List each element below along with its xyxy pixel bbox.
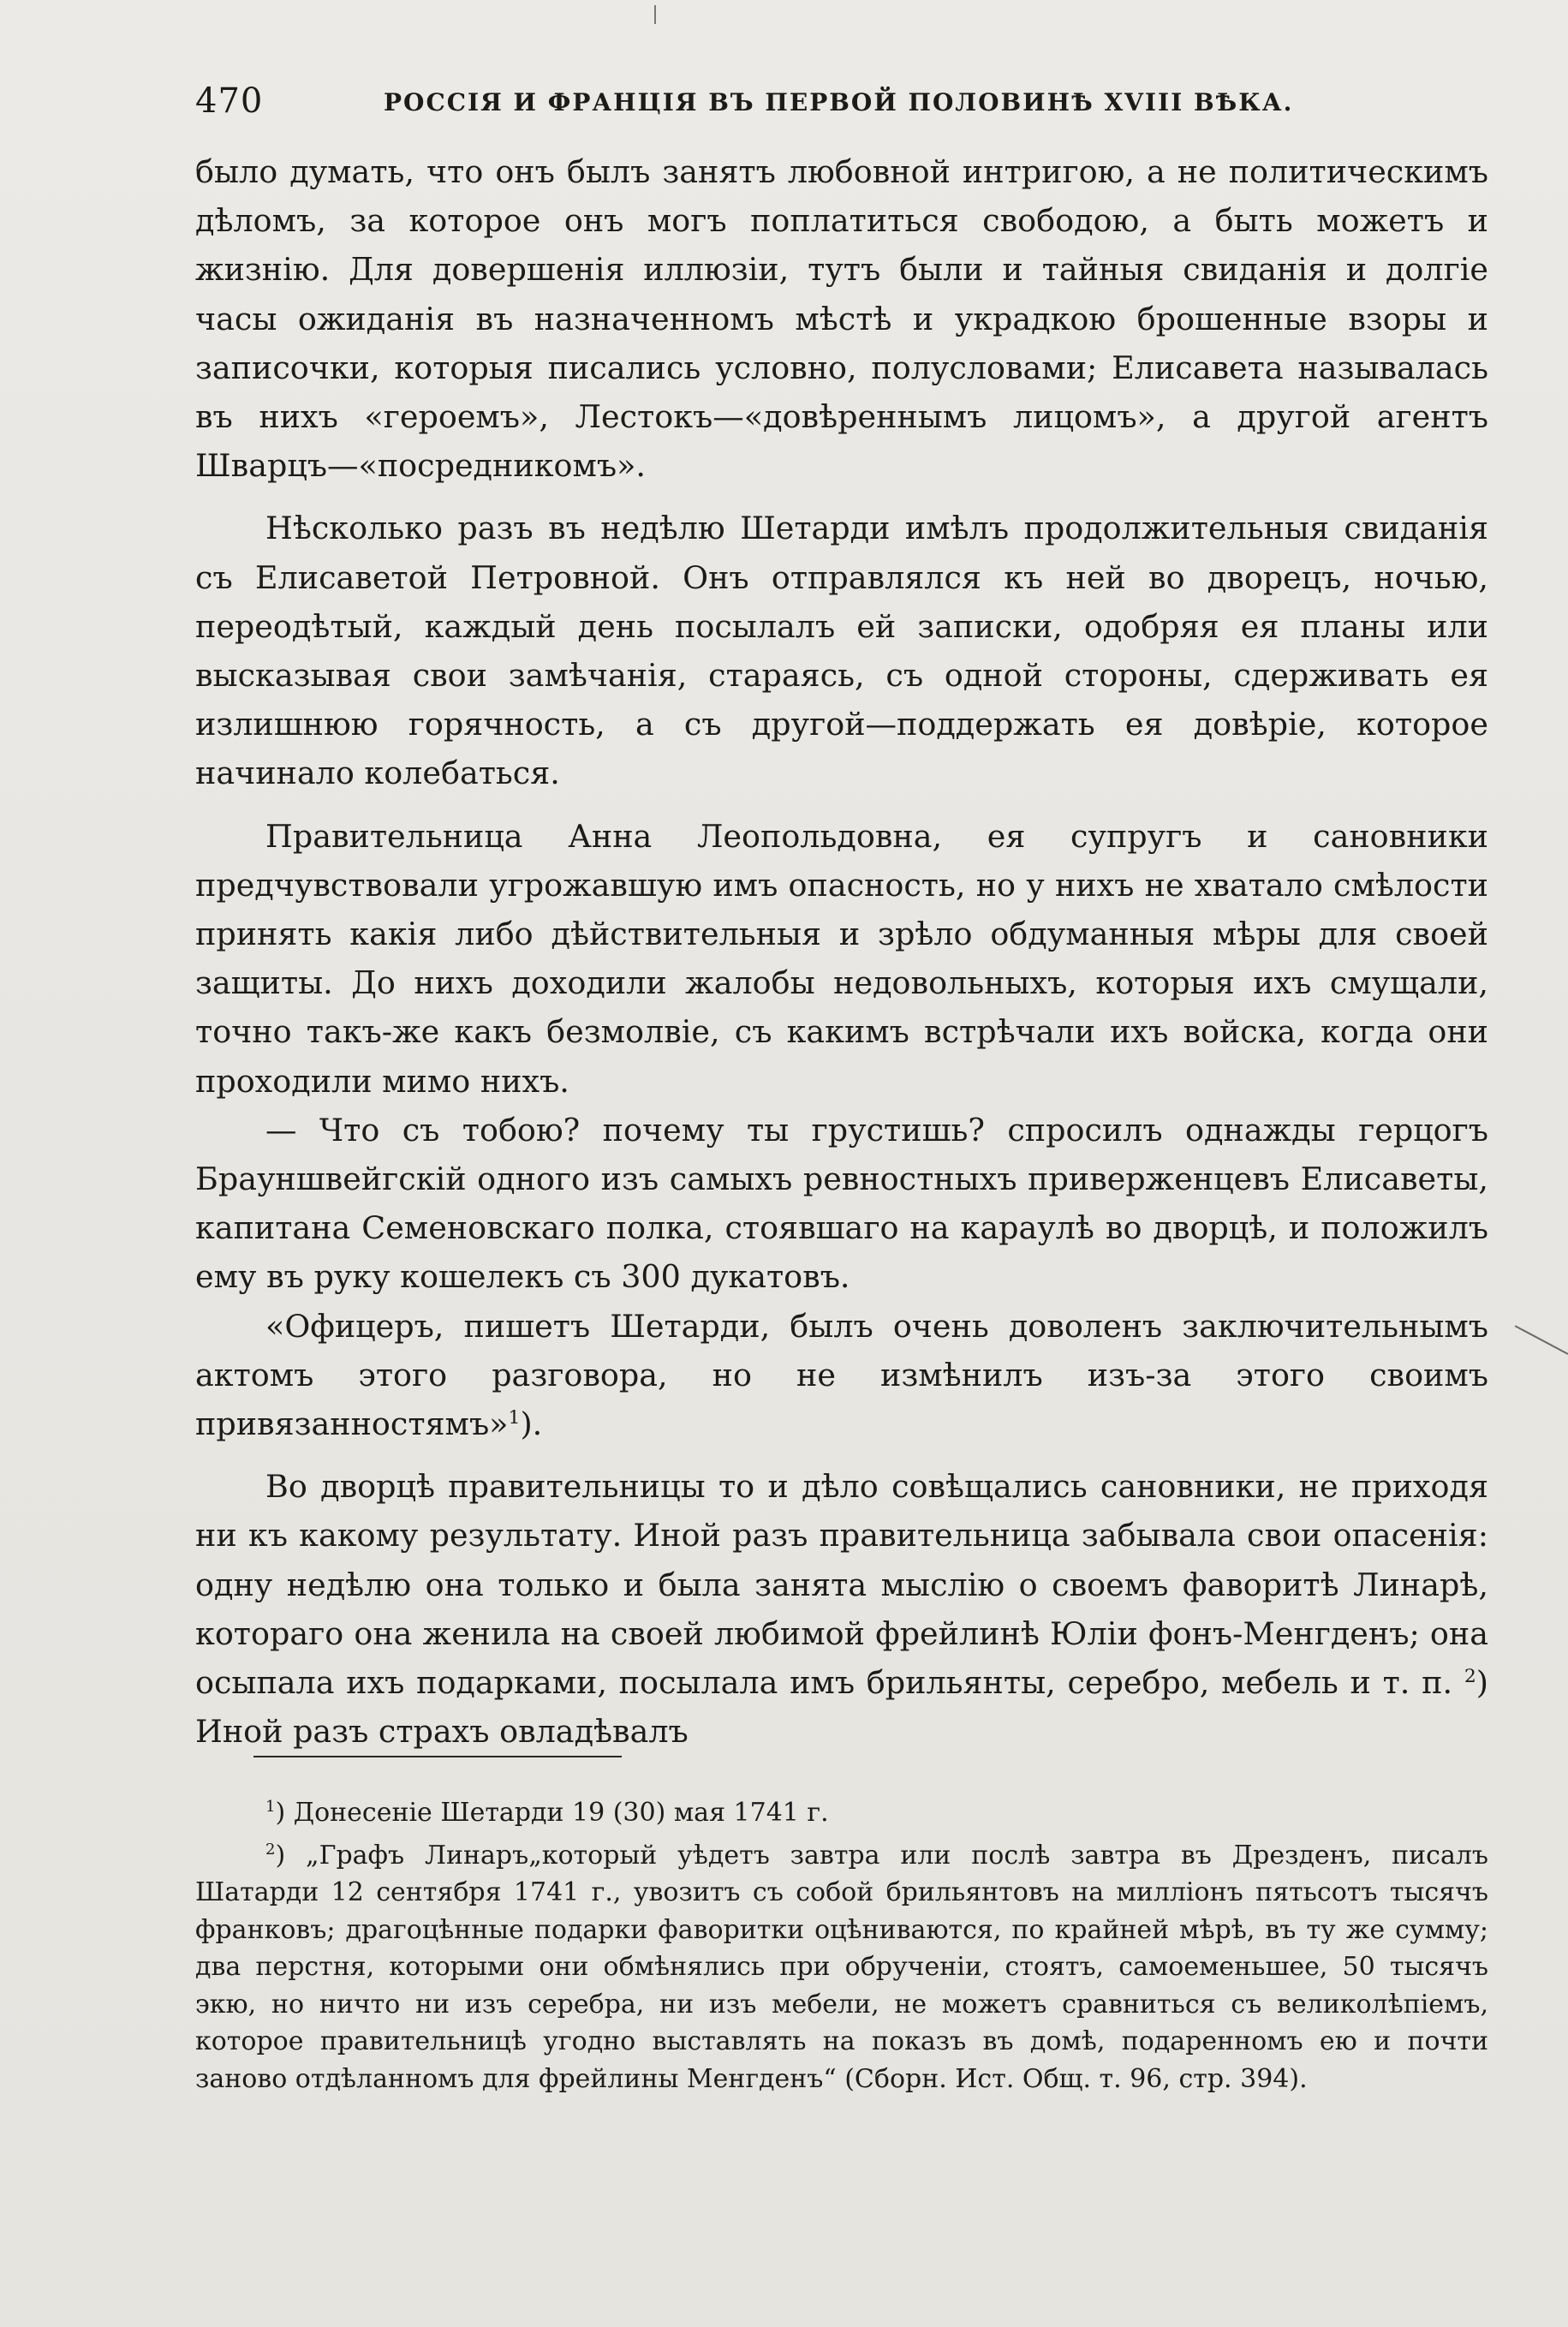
- paragraph-regent-fears: Правительница Анна Леопольдовна, ея супругъ и сановники предчувствовали угрожавшую имъ опасность, но у нихъ не хватало смѣлости принять какія либо дѣйствительныя и зрѣло обдуманныя мѣры для своей защиты. До нихъ доходили жалобы недовольныхъ, которыя ихъ смущали, точно такъ-же какъ безмолвіе, съ какимъ встрѣчали ихъ войска, когда они проходили мимо нихъ.: [195, 817, 1488, 1100]
- paragraph-palace-councils: Во дворцѣ правительницы то и дѣло совѣщались сановники, не приходя ни къ какому результату. Иной разъ правительница забывала свои опасенія: одну недѣлю она только и была занята мыслію о своемъ фаворитѣ Линарѣ, котораго она женила на своей любимой фрейлинѣ Юліи фонъ-Менгденъ; она осыпала ихъ подарками, посылала имъ брильянты, серебро, мебель и т. п. $^2$) Иной разъ страхъ овладѣвалъ: [195, 1468, 1488, 1751]
- footnote-1: $^1$) Донесеніе Шетарди 19 (30) мая 1741 г.: [265, 1798, 829, 1828]
- footnote-ref-2: 2: [1464, 1665, 1476, 1687]
- footnote-2: $^2$) „Графъ Линаръ„который уѣдетъ завтра или послѣ завтра въ Дрезденъ, писалъ Шатарди 12 сентября 1741 г., увозитъ съ собой брильянтовъ на милліонъ пятьсотъ тысячъ франковъ; драгоцѣнные подарки фаворитки оцѣниваются, по крайней мѣрѣ, въ ту же сумму; два перстня, которыми они обмѣнялись при обрученіи, стоятъ, самоеменьшее, 50 тысячъ экю, но ничто ни изъ серебра, ни изъ мебели, не можетъ сравниться съ великолѣпіемъ, которое правительницѣ угодно выставлять на показъ въ домѣ, подаренномъ ею и почти заново отдѣланномъ для фрейлины Менгденъ“ (Сборн. Ист. Общ. т. 96, стр. 394).: [195, 1840, 1488, 2094]
- footnote-ref-1: 1: [508, 1406, 521, 1429]
- page-header: [195, 81, 1411, 133]
- page-number: 470: [195, 81, 264, 121]
- edge-pencil-mark: [1515, 1325, 1568, 1355]
- footnote-1-text: Донесеніе Шетарди 19 (30) мая 1741 г.: [293, 1798, 829, 1828]
- footnote-1-mark: 1: [265, 1798, 276, 1816]
- running-title: РОССІЯ И ФРАНЦІЯ ВЪ ПЕРВОЙ ПОЛОВИНѢ XVIII ВѢКА.: [384, 88, 1294, 116]
- footnote-divider: [253, 1756, 622, 1757]
- footnote-2-mark: 2: [265, 1840, 276, 1859]
- footnotes: [195, 1794, 1488, 2097]
- main-text: [195, 147, 1488, 1757]
- footnote-2-text: „Графъ Линаръ„который уѣдетъ завтра или послѣ завтра въ Дрезденъ, писалъ Шатарди 12 сентября 1741 г., увозитъ съ собой брильянтовъ на милліонъ пятьсотъ тысячъ франковъ; драгоцѣнные подарки фаворитки оцѣниваются, по крайней мѣрѣ, въ ту же сумму; два перстня, которыми они обмѣнялись при обрученіи, стоятъ, самоеменьшее, 50 тысячъ экю, но ничто ни изъ серебра, ни изъ мебели, не можетъ сравниться съ великолѣпіемъ, которое правительницѣ угодно выставлять на показъ въ домѣ, подаренномъ ею и почти заново отдѣланномъ для фрейлины Менгденъ“ (Сборн. Ист. Общ. т. 96, стр. 394).: [195, 1840, 1488, 2094]
- palace-councils-text: Во дворцѣ правительницы то и дѣло совѣщались сановники, не приходя ни къ какому результату. Иной разъ правительница забывала свои опасенія: одну недѣлю она только и была занята мыслію о своемъ фаворитѣ Линарѣ, котораго она женила на своей любимой фрейлинѣ Юліи фонъ-Менгденъ; она осыпала ихъ подарками, посылала имъ брильянты, серебро, мебель и т. п.: [195, 1468, 1488, 1702]
- edge-tick-mark: [654, 5, 656, 24]
- paragraph-shetardi-meetings: Нѣсколько разъ въ недѣлю Шетарди имѣлъ продолжительныя свиданія съ Елисаветой Петровной. Онъ отправлялся къ ней во дворецъ, ночью, переодѣтый, каждый день посылалъ ей записки, одобряя ея планы или высказывая свои замѣчанія, стараясь, съ одной стороны, сдерживать ея излишнюю горячность, а съ другой—поддержать ея довѣріе, которое начинало колебаться.: [195, 510, 1488, 792]
- paragraph-officer-quote: «Офицеръ, пишетъ Шетарди, былъ очень доволенъ заключительнымъ актомъ этого разговора, но не измѣнилъ изъ-за этого своимъ привязанностямъ»$^1$).: [195, 1307, 1488, 1443]
- officer-quote-text: «Офицеръ, пишетъ Шетарди, былъ очень доволенъ заключительнымъ актомъ этого разговора, но не измѣнилъ изъ-за этого своимъ привязанностямъ»: [195, 1307, 1488, 1443]
- palace-councils-tail: Иной разъ страхъ овладѣвалъ: [195, 1713, 689, 1751]
- paragraph-duke-question: — Что съ тобою? почему ты грустишь? спросилъ однажды герцогъ Брауншвейгскій одного изъ самыхъ ревностныхъ приверженцевъ Елисаветы, капитана Семеновскаго полка, стоявшаго на караулѣ во дворцѣ, и положилъ ему въ руку кошелекъ съ 300 дукатовъ.: [195, 1111, 1488, 1296]
- paragraph-continuation: было думать, что онъ былъ занятъ любовной интригою, а не политическимъ дѣломъ, за которое онъ могъ поплатиться свободою, а быть можетъ и жизнію. Для довершенія иллюзіи, тутъ были и тайныя свиданія и долгіе часы ожиданія въ назначенномъ мѣстѣ и украдкою брошенные взоры и записочки, которыя писались условно, полусловами; Елисавета называлась въ нихъ «героемъ», Лестокъ—«довѣреннымъ лицомъ», а другой агентъ Шварцъ—«посредникомъ».: [195, 153, 1488, 485]
